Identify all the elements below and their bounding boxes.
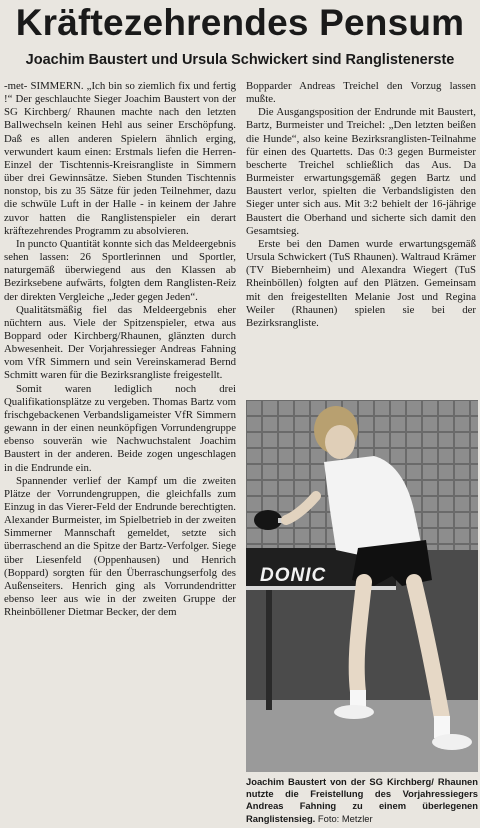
article-left-column — [4, 80, 236, 828]
table-brand-label: DONIC — [260, 565, 327, 586]
paragraph: In puncto Quantität konnte sich das Meldeergebnis sehen lassen: 26 Sportlerinnen und Sportler, naturgemäß überwiegend aus den Klassen ab Bezirksebene aufwärts, folgten dem Ranglisten-Reiz der direkten Vergleiche „Jeder gegen Jeden“. — [4, 237, 236, 303]
paragraph: -met- SIMMERN. „Ich bin so ziemlich fix und fertig !“ Der geschlauchte Sieger Joachim Baustert von der SG Kirchberg/ Rhaunen machte nach den letzten Ballwechseln keinen Hehl aus seiner Erschöpfung. Daß es allen anderen Spielern ähnlich erging, verwundert kaum einen: Erstmals liefen die Herren-Einzel der Tischtennis-Kreisrangliste in Simmern über drei Gewinnsätze. Sieben Stunden Tischtennis nonstop, bis zu 35 Sätze für jeden Teilnehmer, dazu die schwüle Luft in der Halle - in keinem der Jahre zuvor hatten die Ranglistenspieler ein derart kräftezehrendes Programm zu absolvieren. — [4, 80, 236, 237]
paragraph: Die Ausgangsposition der Endrunde mit Baustert, Bartz, Burmeister und Treichel: „Den letzten beißen die Hunde“, also keine Bezirksranglisten-Teilnahme für einen des Quartetts. Das 0:3 gegen Burmeister bescherte Treichel schließlich das Aus. Da Burmeister erwartungsgemäß gegen Bartz und Baustert verlor, spielten die Verbandsligisten den Sieger unter sich aus. Mit 3:2 behielt der 16-jährige Baustert die Oberhand und sicherte sich damit den Gesamtsieg. — [246, 106, 476, 237]
paragraph: Somit waren lediglich noch drei Qualifikationsplätze zu vergeben. Thomas Bartz vom frischgebackenen Verbandsligameister VfR Simmern gewann in der einen neunköpfigen Vorrundengruppe ebenso souverän wie Nachwuchstalent Joachim Baustert in der anderen. Beide zogen ungeschlagen in die Endrunde ein. — [4, 382, 236, 474]
photo-credit: Foto: Metzler — [317, 812, 373, 824]
photo-caption — [246, 776, 478, 828]
article-headline: Kräftezehrendes Pensum — [15, 2, 465, 43]
paragraph: Spannender verlief der Kampf um die zweiten Plätze der Vorrundengruppen, die gleichfalls zum Einzug in das Vierer-Feld der Endrunde berechtigten. Alexander Burmeister, im Spielbetrieb in der zweiten Simmerner Mannschaft gemeldet, setzte sich überraschend an die Spitze der Bartz-Verfolger. Siege über Liesenfeld (Oppenhausen) und Henrich (Boppard) sorgten für den Überraschungserfolg des Außenseiters. Henrich ging als Vorrundendritter ebenso leer aus wie in der zweiten Gruppe der Rheinböllener Dietmar Becker, der dem — [4, 474, 236, 619]
caption-text: Joachim Baustert von der SG Kirchberg/ Rhaunen nutzte die Freistellung des Vorjahressiegers Andreas Fahning zu einem überlegenen Ranglistensieg. — [246, 776, 478, 824]
paragraph: Bopparder Andreas Treichel den Vorzug lassen mußte. — [246, 80, 476, 106]
article-right-column — [246, 80, 476, 400]
article-photo — [246, 400, 478, 772]
paragraph: Qualitätsmäßig fiel das Meldeergebnis eher nüchtern aus. Viele der Spitzenspieler, etwa aus Boppard oder Kirchberg/Rhaunen, glänzten durch Abwesenheit. Der Vorjahressieger Andreas Fahning vom VfR Simmern und sein Vereinskamerad Bernd Schmitt waren für die Bezirksrangliste freigestellt. — [4, 303, 236, 382]
article-subheadline: Joachim Baustert und Ursula Schwickert sind Ranglistenerste — [25, 52, 455, 68]
paragraph: Erste bei den Damen wurde erwartungsgemäß Ursula Schwickert (TuS Rhaunen). Waltraud Krämer (TV Biebernheim) und Alexandra Wiegert (TuS Rheinböllen) folgten auf den Plätzen. Gemeinsam mit den freigestellten Melanie Jost und Regina Weiler (Rhaunen) spielen sie bei der Bezirksrangliste. — [246, 237, 476, 329]
